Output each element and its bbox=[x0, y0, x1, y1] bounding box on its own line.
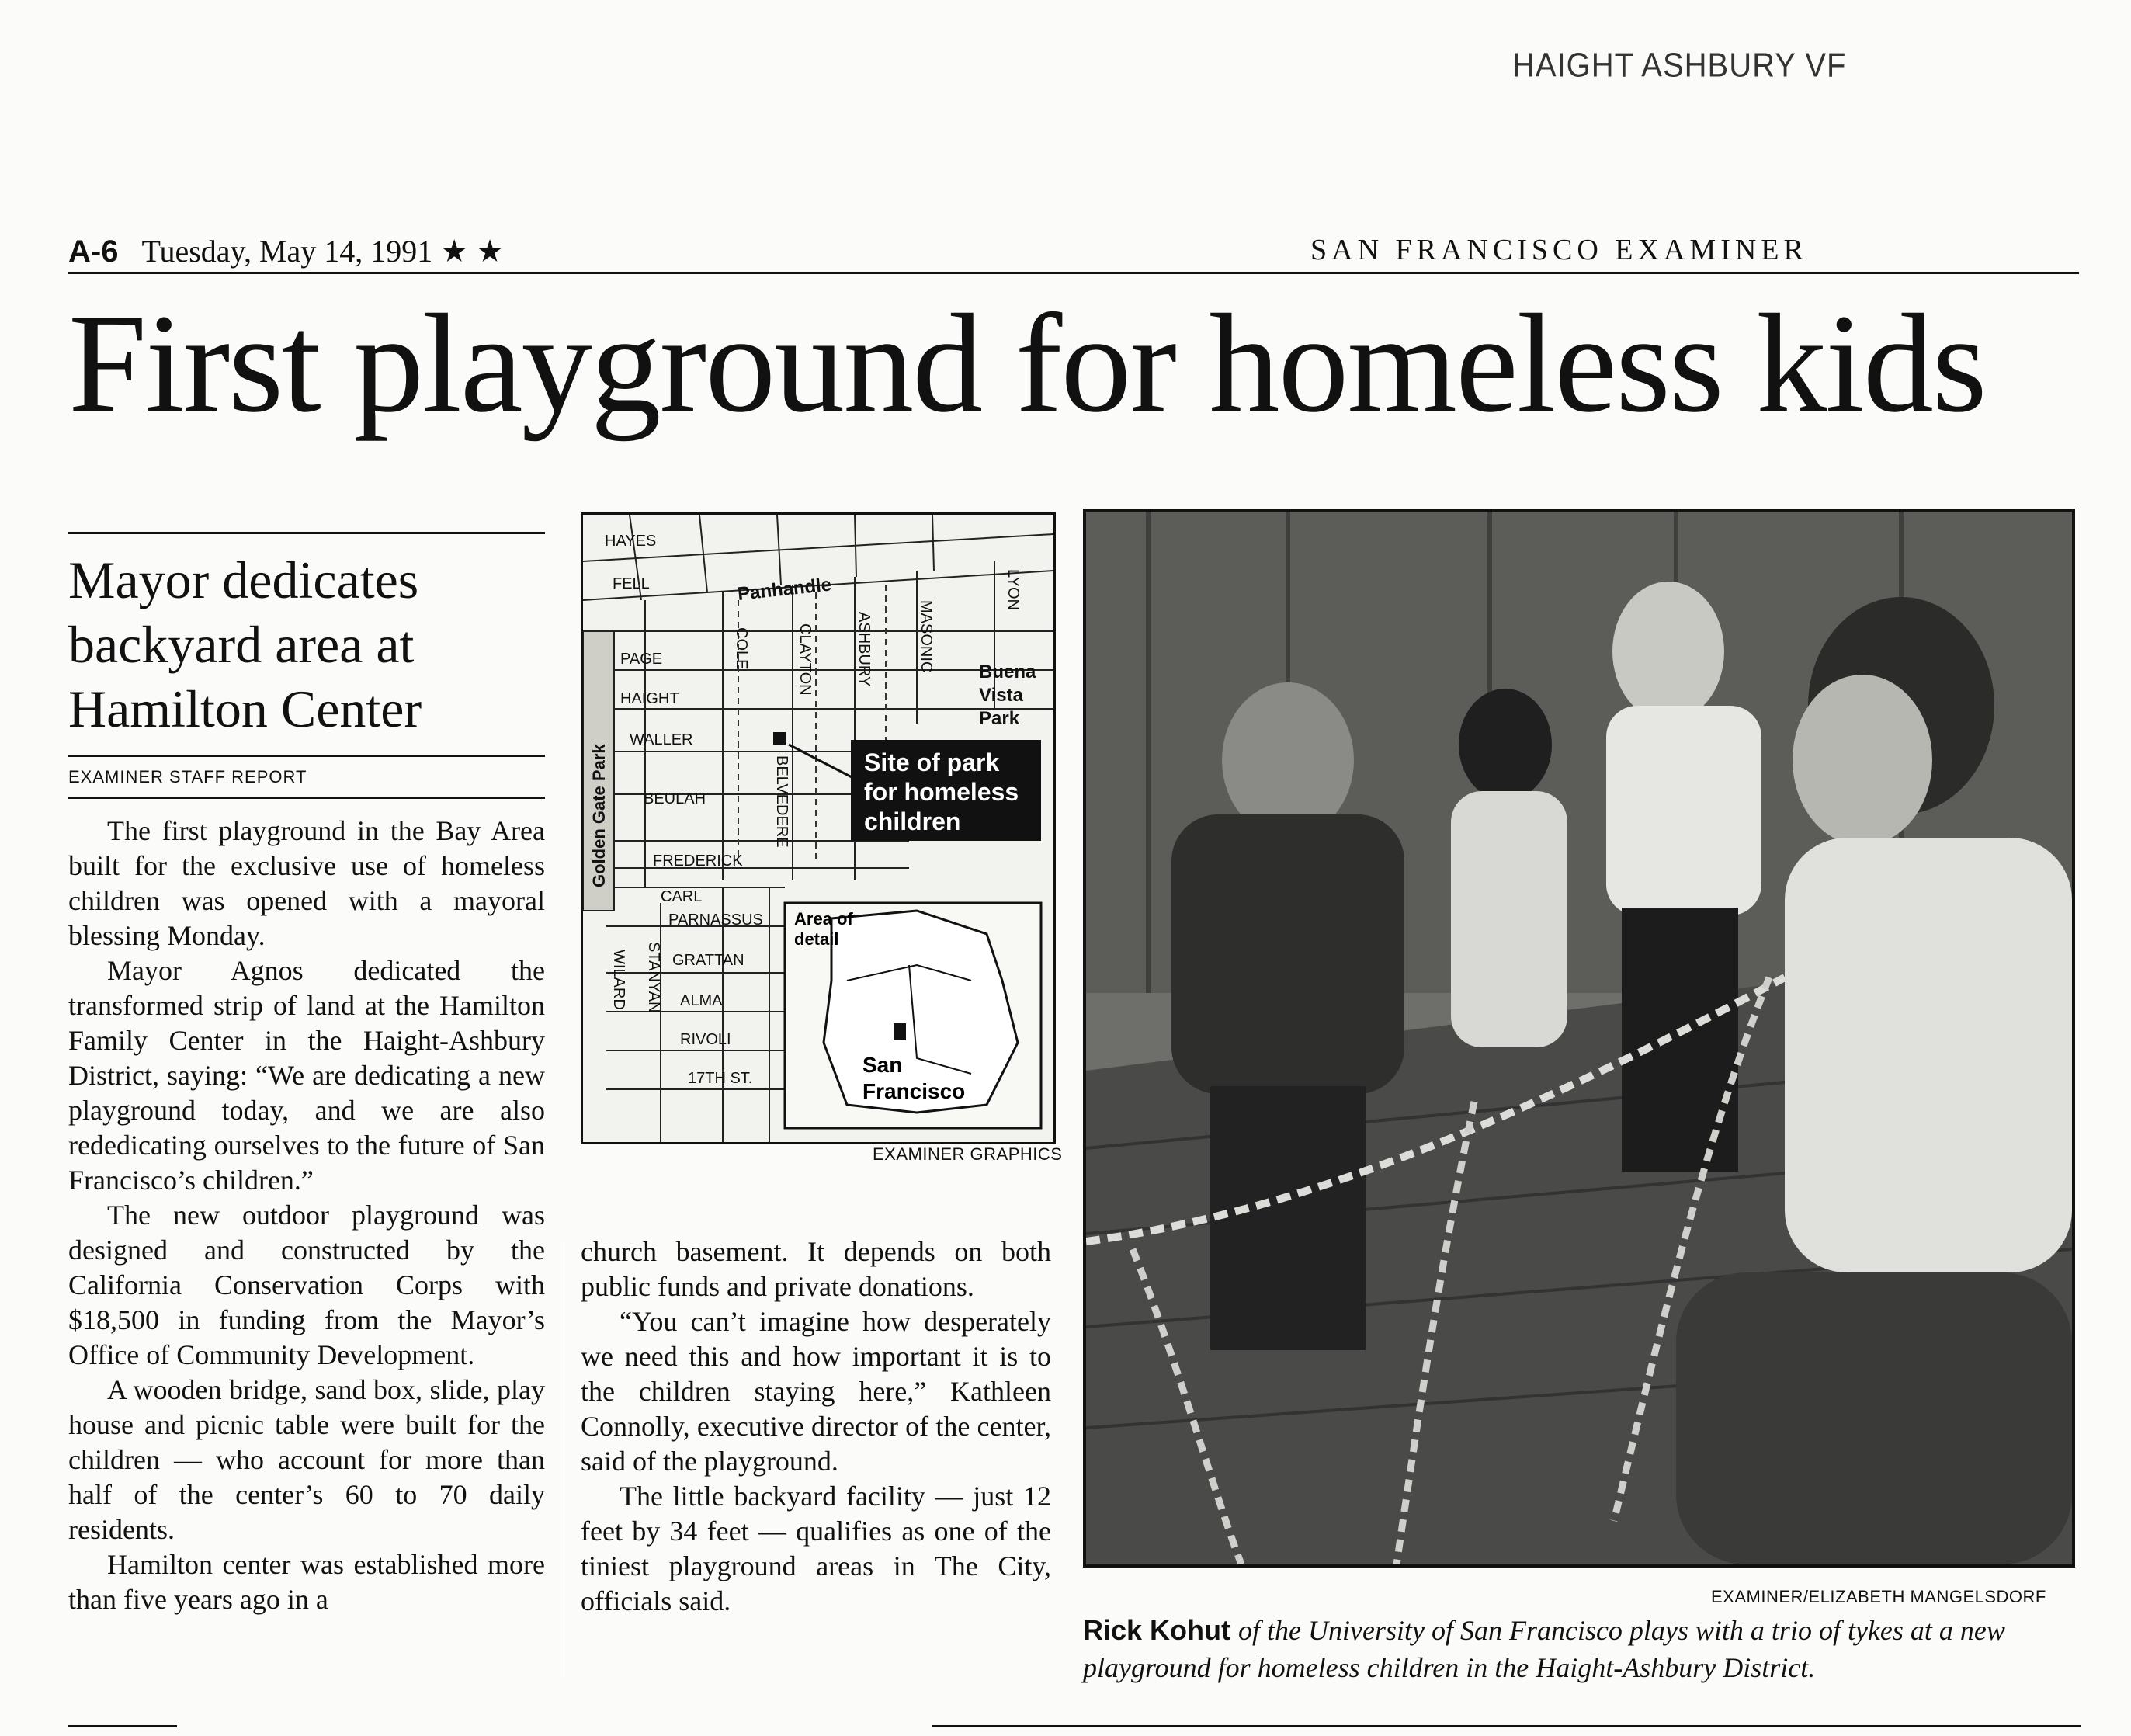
street-label: BEULAH bbox=[644, 790, 706, 807]
deck-bottom-rule bbox=[68, 755, 545, 757]
paragraph: “You can’t imagine how desperately we need this and how important it is to the children staying here,” Kathleen Connolly, executive director of the center, said of the playground. bbox=[581, 1306, 1051, 1477]
header-rule bbox=[68, 272, 2079, 274]
paragraph: church basement. It depends on both public funds and private donations. bbox=[581, 1236, 1051, 1302]
inset-map bbox=[785, 903, 1041, 1128]
paragraph: Hamilton center was established more than five years ago in a bbox=[68, 1549, 545, 1615]
street-label: ASHBURY bbox=[856, 612, 873, 687]
street-label: CARL bbox=[661, 888, 703, 905]
street-label: FREDERICK bbox=[653, 852, 743, 870]
site-label-line: Site of park bbox=[864, 748, 1000, 776]
paragraph: The little backyard facility — just 12 feet by 34 feet — qualifies as one of the tiniest playground areas in The City, officials said. bbox=[581, 1481, 1051, 1616]
park-label: Vista bbox=[979, 685, 1023, 706]
street-label: STANYAN bbox=[645, 942, 662, 1013]
newspaper-name: SAN FRANCISCO EXAMINER bbox=[1310, 234, 1808, 266]
caption-name: Rick Kohut bbox=[1083, 1614, 1231, 1646]
street-label: WALLER bbox=[630, 731, 693, 748]
byline: EXAMINER STAFF REPORT bbox=[68, 767, 307, 786]
street-label: ALMA bbox=[680, 992, 723, 1009]
inset-city-label: Francisco bbox=[862, 1079, 966, 1103]
byline-rule bbox=[68, 797, 545, 799]
site-label-line: for homeless bbox=[864, 778, 1019, 806]
page-number: A-6 bbox=[68, 234, 119, 269]
street-label: Panhandle bbox=[736, 574, 833, 605]
child-figure bbox=[1451, 689, 1567, 1047]
paragraph: Mayor Agnos dedicated the transformed strip of land at the Hamilton Family Center in the Haight-Ashbury District, saying: “We are dedicating a new playground today, and we are also rededicating ourselves to the future of San Francisco’s children.” bbox=[68, 955, 545, 1196]
park-label: Buena bbox=[979, 661, 1036, 682]
paragraph: The first playground in the Bay Area built for the exclusive use of homeless children was opened with a mayoral blessing Monday. bbox=[68, 815, 545, 951]
locator-map bbox=[581, 512, 1056, 1144]
street-label: CLAYTON bbox=[797, 623, 814, 696]
article-column-1 bbox=[68, 814, 545, 1617]
deck-top-rule bbox=[68, 532, 545, 534]
issue-date: Tuesday, May 14, 1991 ★ ★ bbox=[141, 234, 504, 269]
street-label: PAGE bbox=[620, 651, 663, 668]
footer-rule-right bbox=[932, 1725, 2081, 1727]
street-label: BELVEDERE bbox=[773, 755, 790, 848]
inset-city-label: San bbox=[862, 1053, 903, 1077]
photo-caption bbox=[1083, 1612, 2077, 1686]
street-label: MASONIC bbox=[918, 600, 935, 673]
inset-label: detail bbox=[794, 929, 839, 949]
street-label: HAYES bbox=[605, 533, 657, 550]
article-column-2 bbox=[581, 1234, 1051, 1619]
site-pointer bbox=[789, 745, 855, 779]
photo-credit: EXAMINER/ELIZABETH MANGELSDORF bbox=[1711, 1587, 2046, 1606]
street-label: RIVOLI bbox=[680, 1031, 731, 1048]
archive-stamp: HAIGHT ASHBURY VF bbox=[1512, 46, 1847, 85]
street-label: GRATTAN bbox=[672, 952, 744, 969]
footer-rule-left bbox=[68, 1725, 177, 1727]
inset-label: Area of bbox=[794, 909, 853, 929]
street-label: HAIGHT bbox=[620, 690, 679, 707]
paragraph: A wooden bridge, sand box, slide, play house and picnic table were built for the children — who account for more than half of the center’s 60 to 70 daily residents. bbox=[68, 1374, 545, 1545]
news-photo bbox=[1083, 509, 2075, 1568]
street-label: 17TH ST. bbox=[688, 1070, 753, 1087]
deck-headline: Mayor dedicates backyard area at Hamilton Center bbox=[68, 550, 422, 738]
paragraph: The new outdoor playground was designed and constructed by the California Conservation Corps with $18,500 in funding from the Mayor’s Office of Community Development. bbox=[68, 1200, 545, 1370]
site-label-line: children bbox=[864, 807, 961, 835]
caption-text: of the University of San Francisco plays with a trio of tykes at a new playground for homeless children in the Haight-Ashbury District. bbox=[1083, 1615, 2005, 1683]
map-credit: EXAMINER GRAPHICS bbox=[873, 1144, 1063, 1164]
site-marker bbox=[773, 732, 786, 745]
street-label: WILARD bbox=[610, 950, 627, 1010]
headline: First playground for homeless kids bbox=[68, 286, 1986, 442]
street-label: FELL bbox=[613, 575, 650, 592]
street-label: PARNASSUS bbox=[668, 911, 763, 929]
park-label: Park bbox=[979, 708, 1020, 729]
street-label: LYON bbox=[1005, 569, 1022, 610]
street-label: Golden Gate Park bbox=[589, 744, 609, 887]
street-label: COLE bbox=[733, 627, 750, 670]
folio-line bbox=[68, 233, 504, 269]
